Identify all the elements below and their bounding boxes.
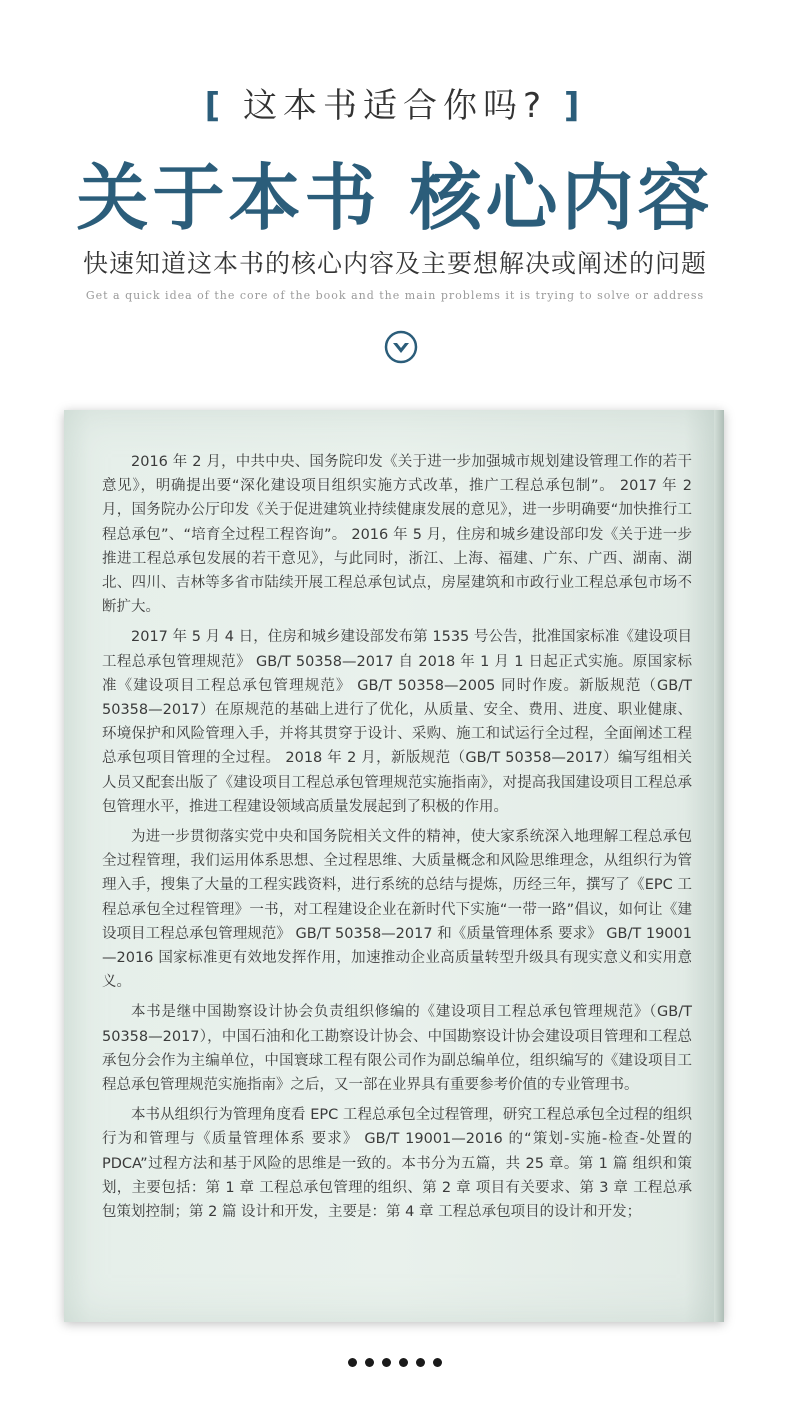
left-bracket: [ <box>204 86 227 126</box>
pagination-dot <box>348 1358 357 1367</box>
book-page-text <box>102 450 692 1230</box>
pagination-dot <box>382 1358 391 1367</box>
section-tag-text: 这本书适合你吗? <box>242 86 548 126</box>
book-page-photo <box>64 410 724 1322</box>
right-bracket: ] <box>563 86 586 126</box>
pagination-dot <box>416 1358 425 1367</box>
paragraph: 2017 年 5 月 4 日，住房和城乡建设部发布第 1535 号公告，批准国家标准《建设项目工程总承包管理规范》 GB/T 50358—2017 自 2018 年 1 月 1 日起正式实施。原国家标准《建设项目工程总承包管理规范》 GB/T 50358—2005 同时作废。新版规范（GB/T 50358—2017）在原规范的基础上进行了优化，从质量、安全、费用、进度、职业健康、环境保护和风险管理入手，并将其贯穿于设计、采购、施工和试运行全过程，全面阐述工程总承包项目管理的全过程。 2018 年 2 月，新版规范（GB/T 50358—2017）编写组相关人员又配套出版了《建设项目工程总承包管理规范实施指南》，对提高我国建设项目工程总承包管理水平，推进工程建设领域高质量发展起到了积极的作用。 <box>102 629 692 815</box>
page-title: 关于本书 核心内容 <box>76 155 714 240</box>
pagination-dot <box>399 1358 408 1367</box>
paragraph: 本书从组织行为管理角度看 EPC 工程总承包全过程管理，研究工程总承包全过程的组织行为和管理与《质量管理体系 要求》 GB/T 19001—2016 的“策划-实施-检查-处置的 PDCA”过程方法和基于风险的思维是一致的。本书分为五篇，共 25 章。第 1 篇 组织和策划，主要包括：第 1 章 工程总承包管理的组织、第 2 章 项目有关要求、第 3 章 工程总承包策划控制；第 2 篇 设计和开发，主要是：第 4 章 工程总承包项目的设计和开发； <box>102 1107 692 1221</box>
pagination-dot <box>433 1358 442 1367</box>
pagination-dots <box>0 1358 790 1367</box>
pagination-dot <box>365 1358 374 1367</box>
paragraph: 2016 年 2 月，中共中央、国务院印发《关于进一步加强城市规划建设管理工作的若干意见》，明确提出要“深化建设项目组织实施方式改革，推广工程总承包制”。 2017 年 2 月，国务院办公厅印发《关于促进建筑业持续健康发展的意见》，进一步明确要“加快推行工程总承包”、“培育全过程工程咨询”。 2016 年 5 月，住房和城乡建设部印发《关于进一步推进工程总承包发展的若干意见》，与此同时，浙江、上海、福建、广东、广西、湖南、湖北、四川、吉林等多省市陆续开展工程总承包试点，房屋建筑和市政行业工程总承包市场不断扩大。 <box>102 454 692 616</box>
section-tag <box>0 78 790 127</box>
page-edge <box>714 410 724 1322</box>
paragraph: 为进一步贯彻落实党中央和国务院相关文件的精神，使大家系统深入地理解工程总承包全过程管理，我们运用体系思想、全过程思维、大质量概念和风险思维理念，从组织行为管理入手，搜集了大量的工程实践资料，进行系统的总结与提炼，历经三年，撰写了《EPC 工程总承包全过程管理》一书，对工程建设企业在新时代下实施“一带一路”倡议，如何让《建设项目工程总承包管理规范》 GB/T 50358—2017 和《质量管理体系 要求》 GB/T 19001—2016 国家标准更有效地发挥作用，加速推动企业高质量转型升级具有现实意义和实用意义。 <box>102 829 692 991</box>
chevron-down-circle-icon <box>384 330 418 364</box>
subtitle-english: Get a quick idea of the core of the book and the main problems it is trying to solve or address <box>85 289 705 302</box>
paragraph: 本书是继中国勘察设计协会负责组织修编的《建设项目工程总承包管理规范》（GB/T 50358—2017），中国石油和化工勘察设计协会、中国勘察设计协会建设项目管理和工程总承包分会作为主编单位，中国寰球工程有限公司作为副总编单位，组织编写的《建设项目工程总承包管理规范实施指南》之后，又一部在业界具有重要参考价值的专业管理书。 <box>102 1004 692 1094</box>
subtitle-chinese: 快速知道这本书的核心内容及主要想解决或阐述的问题 <box>82 249 707 278</box>
